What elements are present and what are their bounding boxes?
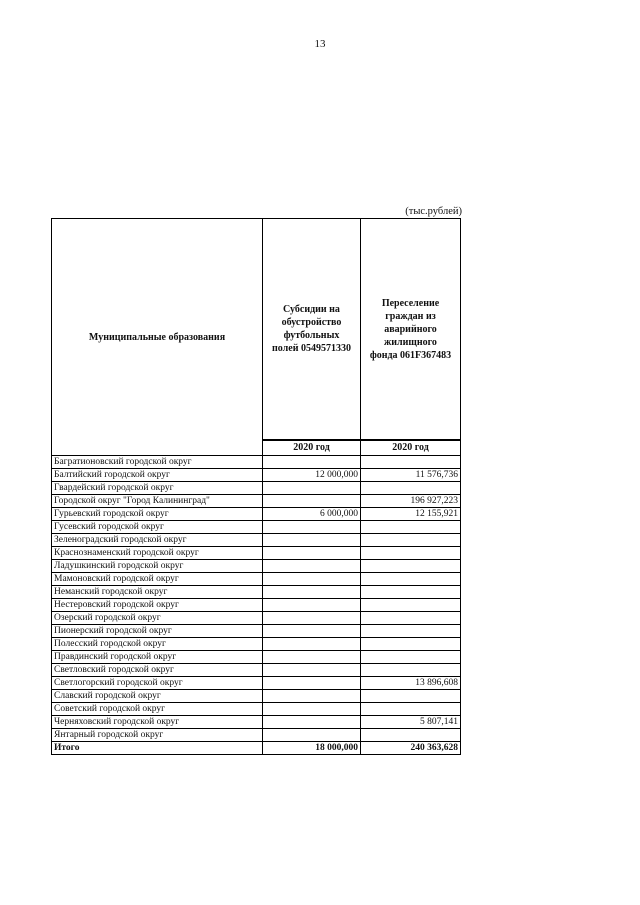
subsidy-table [51,218,461,755]
table-row [52,651,461,664]
resettlement-cell: 196 927,223 [361,495,461,508]
football-fields-cell [263,482,361,495]
table-row [52,716,461,729]
resettlement-cell [361,625,461,638]
resettlement-cell [361,664,461,677]
football-fields-cell [263,534,361,547]
table-row [52,521,461,534]
municipality-cell: Янтарный городской округ [52,729,263,742]
resettlement-cell [361,612,461,625]
municipality-cell: Багратионовский городской округ [52,456,263,469]
football-fields-cell [263,625,361,638]
municipality-cell: Ладушкинский городской округ [52,560,263,573]
table-row [52,586,461,599]
column-header-municipality-label: Муниципальные образования [88,331,226,343]
resettlement-cell [361,547,461,560]
table-header-row [52,219,461,441]
table-row [52,612,461,625]
table-row [52,508,461,521]
resettlement-cell [361,482,461,495]
municipality-cell: Городской округ "Город Калининград" [52,495,263,508]
resettlement-cell [361,703,461,716]
football-fields-cell [263,495,361,508]
resettlement-cell: 240 363,628 [361,742,461,755]
municipality-cell: Славский городской округ [52,690,263,703]
year-header-resettlement: 2020 год [361,440,461,456]
column-header-football-fields [263,219,361,441]
football-fields-cell: 18 000,000 [263,742,361,755]
municipality-cell: Пионерский городской округ [52,625,263,638]
column-header-municipality [52,219,263,456]
municipality-cell: Итого [52,742,263,755]
football-fields-cell [263,599,361,612]
municipality-cell: Неманский городской округ [52,586,263,599]
municipality-cell: Гвардейский городской округ [52,482,263,495]
table-row [52,495,461,508]
table-row [52,573,461,586]
year-header-football-fields: 2020 год [263,440,361,456]
table-row [52,690,461,703]
municipality-cell: Нестеровский городской округ [52,599,263,612]
table-row [52,625,461,638]
column-header-football-fields-label: Субсидии на обустройство футбольных полей 0549571330 [272,304,351,354]
resettlement-cell [361,560,461,573]
resettlement-cell [361,521,461,534]
municipality-cell: Краснознаменский городской округ [52,547,263,560]
resettlement-cell [361,651,461,664]
municipality-cell: Правдинский городской округ [52,651,263,664]
municipality-cell: Светловский городской округ [52,664,263,677]
resettlement-cell: 12 155,921 [361,508,461,521]
table-row [52,664,461,677]
municipality-cell: Светлогорский городской округ [52,677,263,690]
municipality-cell: Мамоновский городской округ [52,573,263,586]
football-fields-cell [263,703,361,716]
municipality-cell: Гусевский городской округ [52,521,263,534]
football-fields-cell [263,664,361,677]
table-row [52,456,461,469]
resettlement-cell [361,690,461,703]
resettlement-cell: 13 896,608 [361,677,461,690]
football-fields-cell [263,521,361,534]
football-fields-cell [263,638,361,651]
municipality-cell: Озерский городской округ [52,612,263,625]
municipality-cell: Черняховский городской округ [52,716,263,729]
column-header-resettlement-label: Переселение граждан из аварийного жилищного фонда 061F367483 [369,297,452,361]
municipality-cell: Полесский городской округ [52,638,263,651]
football-fields-cell [263,690,361,703]
table-row [52,547,461,560]
resettlement-cell [361,599,461,612]
football-fields-cell [263,456,361,469]
football-fields-cell [263,716,361,729]
football-fields-cell [263,573,361,586]
football-fields-cell [263,677,361,690]
table-row [52,534,461,547]
table-row [52,599,461,612]
table-row [52,729,461,742]
table-row [52,638,461,651]
resettlement-cell: 11 576,736 [361,469,461,482]
football-fields-cell [263,612,361,625]
football-fields-cell [263,560,361,573]
table-row [52,482,461,495]
table-row [52,560,461,573]
resettlement-cell [361,586,461,599]
municipality-cell: Советский городской округ [52,703,263,716]
page-number: 13 [314,38,326,50]
table-row [52,703,461,716]
total-row [52,742,461,755]
football-fields-cell [263,729,361,742]
resettlement-cell [361,638,461,651]
resettlement-cell [361,729,461,742]
football-fields-cell: 12 000,000 [263,469,361,482]
resettlement-cell [361,456,461,469]
resettlement-cell: 5 807,141 [361,716,461,729]
resettlement-cell [361,573,461,586]
column-header-resettlement [361,219,461,441]
table-row [52,469,461,482]
municipality-cell: Зеленоградский городской округ [52,534,263,547]
table-row [52,677,461,690]
municipality-cell: Гурьевский городской округ [52,508,263,521]
resettlement-cell [361,534,461,547]
unit-note: (тыс.рублей) [405,206,462,217]
municipality-cell: Балтийский городской округ [52,469,263,482]
football-fields-cell [263,547,361,560]
football-fields-cell [263,651,361,664]
football-fields-cell [263,586,361,599]
football-fields-cell: 6 000,000 [263,508,361,521]
